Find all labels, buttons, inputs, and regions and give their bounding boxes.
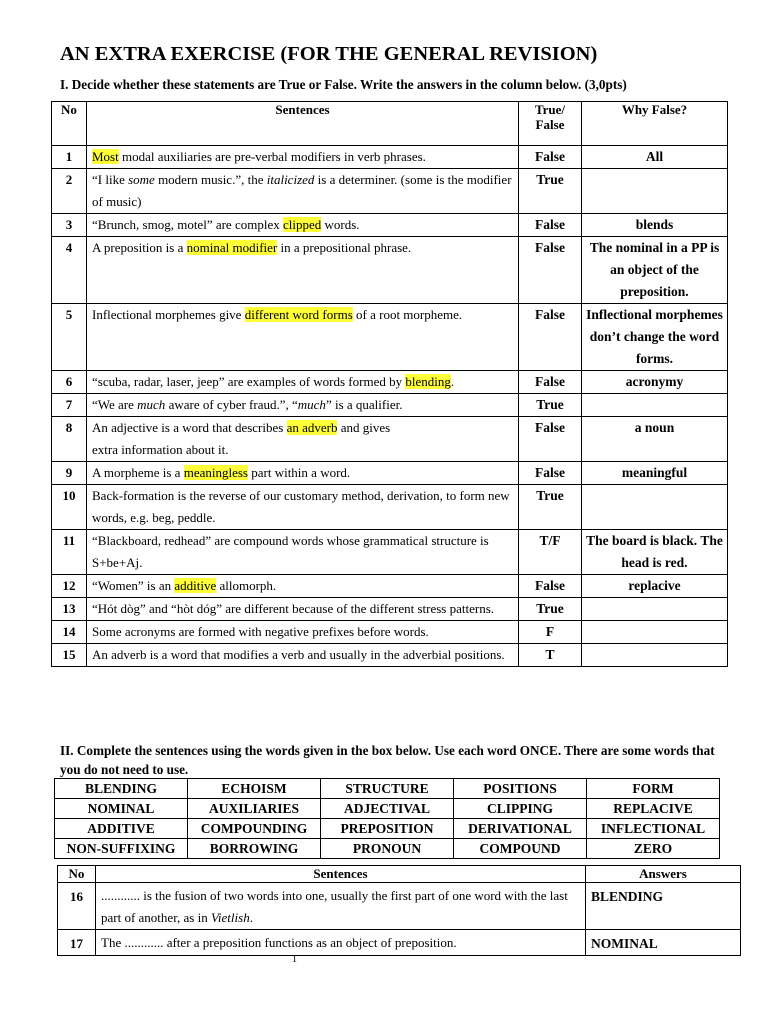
table-row [52, 417, 728, 462]
row-number: 17 [58, 930, 96, 956]
header-no: No [52, 102, 87, 146]
row-sentence [87, 304, 519, 371]
word-box-row [55, 819, 720, 839]
sentence-text: allomorph. [216, 578, 277, 593]
row-number: 8 [52, 417, 87, 462]
row-why-false [582, 644, 728, 667]
sentence-text: extra information about it. [92, 442, 229, 457]
sentence-text: “I like [92, 172, 129, 187]
row-why-false: blends [582, 214, 728, 237]
table-row [58, 883, 741, 930]
sentence-text: A preposition is a [92, 240, 187, 255]
word-box-item: PREPOSITION [321, 819, 454, 839]
row-sentence [87, 575, 519, 598]
row-true-false: True [519, 394, 582, 417]
word-box-item: ZERO [587, 839, 720, 859]
row-sentence [87, 214, 519, 237]
row-number: 16 [58, 883, 96, 930]
sentence-text: “Blackboard, redhead” are compound words whose grammatical structure is S+be+Aj. [92, 533, 489, 570]
row-answer: NOMINAL [586, 930, 741, 956]
row-number: 1 [52, 146, 87, 169]
row-why-false: All [582, 146, 728, 169]
row-sentence [87, 621, 519, 644]
word-box-item: BORROWING [188, 839, 321, 859]
word-box-item: AUXILIARIES [188, 799, 321, 819]
italic-text: Vietlish [210, 910, 250, 925]
row-true-false: False [519, 304, 582, 371]
sentence-text: of a root morpheme. [352, 307, 463, 322]
table-row [52, 371, 728, 394]
sentence-text: aware of cyber fraud.”, “ [165, 397, 298, 412]
word-box-item: DERIVATIONAL [454, 819, 587, 839]
word-box-item: COMPOUND [454, 839, 587, 859]
sentence-text: ” is a qualifier. [325, 397, 403, 412]
highlighted-text: meaningless [183, 465, 248, 480]
sentence-text: “Brunch, smog, motel” are complex [92, 217, 283, 232]
table-row [52, 304, 728, 371]
row-why-false [582, 394, 728, 417]
highlighted-text: blending [405, 374, 451, 389]
row-number: 9 [52, 462, 87, 485]
row-why-false [582, 621, 728, 644]
word-box-item: ECHOISM [188, 779, 321, 799]
row-true-false: False [519, 146, 582, 169]
word-box-item: ADJECTIVAL [321, 799, 454, 819]
sentence-text: words. [321, 217, 360, 232]
row-why-false: acronymy [582, 371, 728, 394]
table-row [52, 169, 728, 214]
table-row [52, 621, 728, 644]
row-sentence [87, 530, 519, 575]
sentence-text: is a determiner. (some is the modifier of music) [92, 172, 512, 209]
word-box-table [54, 778, 720, 859]
word-box-row [55, 839, 720, 859]
sentence-text: Inflectional morphemes give [92, 307, 245, 322]
sentence-text: Some acronyms are formed with negative prefixes before words. [92, 624, 429, 639]
word-box-item: ADDITIVE [55, 819, 188, 839]
row-why-false [582, 598, 728, 621]
highlighted-text: clipped [282, 217, 322, 232]
row-true-false: True [519, 485, 582, 530]
sentence-text: . [450, 374, 455, 389]
section1-instruction: I. Decide whether these statements are True or False. Write the answers in the column below. (3,0pts) [60, 77, 627, 92]
row-sentence [87, 462, 519, 485]
sentence-text: “Hót dòg” and “hòt dóg” are different because of the different stress patterns. [92, 601, 495, 616]
true-false-table [51, 101, 728, 667]
sentence-text: modern music.”, the [154, 172, 267, 187]
row-true-false: False [519, 462, 582, 485]
table-row [52, 644, 728, 667]
word-box-item: NON-SUFFIXING [55, 839, 188, 859]
row-true-false: T/F [519, 530, 582, 575]
page-number: 1 [292, 954, 297, 965]
row-sentence [87, 169, 519, 214]
row-sentence [87, 417, 519, 462]
row-sentence [87, 644, 519, 667]
row-sentence [87, 394, 519, 417]
sentence-text: ............ is the fusion of two words into one, usually the first part of one word with the last part of another, as in [101, 888, 568, 925]
sentence-text: modal auxiliaries are pre-verbal modifiers in verb phrases. [118, 149, 426, 164]
table-row [52, 394, 728, 417]
header-true-false: True/ False [519, 102, 582, 146]
row-sentence [87, 485, 519, 530]
italic-text: much [137, 397, 166, 412]
table-row [52, 530, 728, 575]
row-why-false: replacive [582, 575, 728, 598]
row-number: 12 [52, 575, 87, 598]
row-true-false: T [519, 644, 582, 667]
row-number: 10 [52, 485, 87, 530]
header-sentences: Sentences [96, 866, 586, 883]
header-no: No [58, 866, 96, 883]
italic-text: italicized [266, 172, 315, 187]
row-true-false: False [519, 237, 582, 304]
row-true-false: False [519, 575, 582, 598]
highlighted-text: different word forms [244, 307, 353, 322]
row-number: 15 [52, 644, 87, 667]
table-row [52, 214, 728, 237]
row-number: 11 [52, 530, 87, 575]
row-why-false: The board is black. The head is red. [582, 530, 728, 575]
table-row [52, 462, 728, 485]
row-sentence [87, 237, 519, 304]
table-row [52, 575, 728, 598]
word-box-item: NOMINAL [55, 799, 188, 819]
row-true-false: True [519, 598, 582, 621]
word-box-item: CLIPPING [454, 799, 587, 819]
header-why-false: Why False? [582, 102, 728, 146]
table-row [52, 146, 728, 169]
word-box-item: COMPOUNDING [188, 819, 321, 839]
header-answers: Answers [586, 866, 741, 883]
sentence-text: part within a word. [247, 465, 351, 480]
row-true-false: True [519, 169, 582, 214]
word-box-item: PRONOUN [321, 839, 454, 859]
row-sentence [96, 883, 586, 930]
sentence-text: and gives [337, 420, 391, 435]
row-sentence [87, 371, 519, 394]
row-sentence [87, 146, 519, 169]
row-answer: BLENDING [586, 883, 741, 930]
word-box-item: FORM [587, 779, 720, 799]
row-why-false: meaningful [582, 462, 728, 485]
row-true-false: False [519, 371, 582, 394]
table-header-row [58, 866, 741, 883]
row-number: 6 [52, 371, 87, 394]
sentence-text: “Women” is an [92, 578, 175, 593]
highlighted-text: Most [92, 149, 119, 164]
sentence-text: Back-formation is the reverse of our customary method, derivation, to form new words, e.g. beg, peddle. [92, 488, 510, 525]
row-why-false: The nominal in a PP is an object of the preposition. [582, 237, 728, 304]
sentence-text: “scuba, radar, laser, jeep” are examples of words formed by [92, 374, 406, 389]
table-row [52, 237, 728, 304]
italic-text: some [128, 172, 155, 187]
highlighted-text: nominal modifier [186, 240, 278, 255]
row-number: 4 [52, 237, 87, 304]
row-number: 5 [52, 304, 87, 371]
row-true-false: False [519, 214, 582, 237]
sentence-text: “We are [92, 397, 138, 412]
sentence-text: An adjective is a word that describes [92, 420, 287, 435]
page-title: AN EXTRA EXERCISE (FOR THE GENERAL REVISION) [60, 43, 598, 65]
highlighted-text: additive [174, 578, 217, 593]
sentence-text: An adverb is a word that modifies a verb and usually in the adverbial positions. [92, 647, 505, 662]
row-true-false: False [519, 417, 582, 462]
row-number: 13 [52, 598, 87, 621]
italic-text: much [297, 397, 326, 412]
row-why-false [582, 169, 728, 214]
highlighted-text: an adverb [286, 420, 338, 435]
row-why-false: a noun [582, 417, 728, 462]
row-sentence [96, 930, 586, 956]
word-box-item: STRUCTURE [321, 779, 454, 799]
row-why-false [582, 485, 728, 530]
row-sentence [87, 598, 519, 621]
word-box-item: INFLECTIONAL [587, 819, 720, 839]
completion-table [57, 865, 741, 956]
table-row [52, 598, 728, 621]
word-box-item: REPLACIVE [587, 799, 720, 819]
word-box-row [55, 799, 720, 819]
table-row [52, 485, 728, 530]
row-true-false: F [519, 621, 582, 644]
row-number: 14 [52, 621, 87, 644]
sentence-text: . [249, 910, 253, 925]
word-box-item: BLENDING [55, 779, 188, 799]
header-sentences: Sentences [87, 102, 519, 146]
sentence-text: A morpheme is a [92, 465, 184, 480]
section2-instruction: II. Complete the sentences using the words given in the box below. Use each word ONCE. There are some words that you do not need to use. [60, 743, 715, 777]
row-number: 7 [52, 394, 87, 417]
sentence-text: The ............ after a preposition functions as an object of preposition. [101, 935, 457, 950]
row-number: 2 [52, 169, 87, 214]
table-header-row [52, 102, 728, 146]
table-row [58, 930, 741, 956]
word-box-row [55, 779, 720, 799]
sentence-text: in a prepositional phrase. [277, 240, 412, 255]
word-box-item: POSITIONS [454, 779, 587, 799]
row-why-false: Inflectional morphemes don’t change the word forms. [582, 304, 728, 371]
row-number: 3 [52, 214, 87, 237]
